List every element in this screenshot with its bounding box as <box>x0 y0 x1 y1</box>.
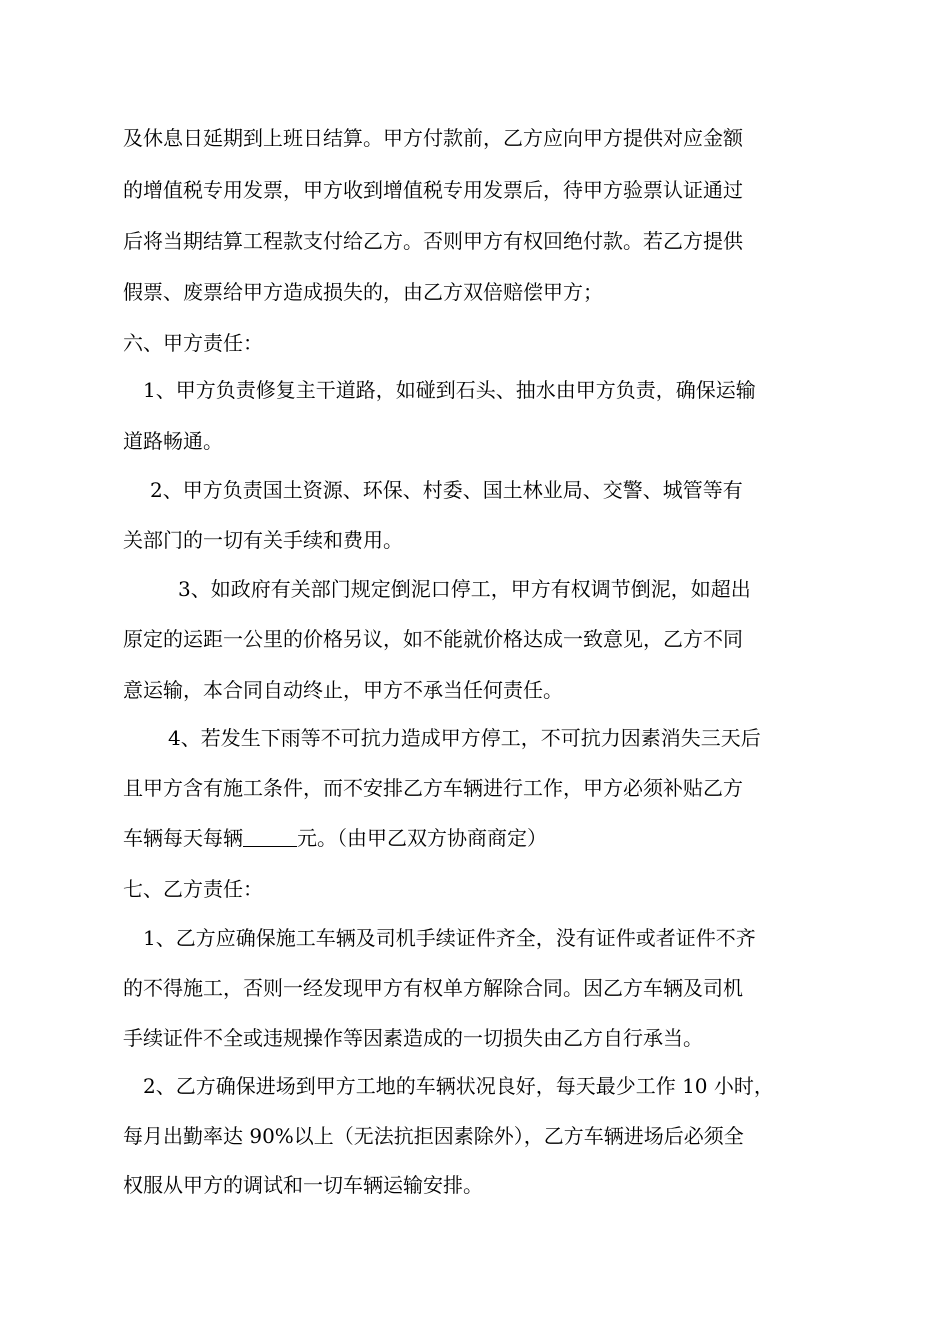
text-line: 假票、废票给甲方造成损失的，由乙方双倍赔偿甲方； <box>123 280 603 304</box>
text-line: 且甲方含有施工条件，而不安排乙方车辆进行工作，甲方必须补贴乙方 <box>123 776 743 800</box>
fill-in-blank <box>243 826 297 847</box>
text-line: 的增值税专用发票，甲方收到增值税专用发票后，待甲方验票认证通过 <box>123 178 743 202</box>
text-line <box>123 824 547 852</box>
text-line: 道路畅通。 <box>123 429 223 453</box>
text-line: 4、若发生下雨等不可抗力造成甲方停工，不可抗力因素消失三天后 <box>168 726 761 750</box>
text-line: 及休息日延期到上班日结算。甲方付款前，乙方应向甲方提供对应金额 <box>123 126 743 150</box>
text-line: 后将当期结算工程款支付给乙方。否则甲方有权回绝付款。若乙方提供 <box>123 229 743 253</box>
text-line: 2、乙方确保进场到甲方工地的车辆状况良好，每天最少工作 10 小时， <box>143 1074 774 1098</box>
section-heading: 六、甲方责任： <box>123 331 263 355</box>
text-line: 原定的运距一公里的价格另议，如不能就价格达成一致意见，乙方不同 <box>123 627 743 651</box>
text-line: 意运输，本合同自动终止，甲方不承当任何责任。 <box>123 678 563 702</box>
section-heading: 七、乙方责任： <box>123 877 263 901</box>
text-after-blank: 元。（由甲乙双方协商商定） <box>297 826 547 850</box>
text-before-blank: 车辆每天每辆 <box>123 826 243 850</box>
text-line: 手续证件不全或违规操作等因素造成的一切损失由乙方自行承当。 <box>123 1026 703 1050</box>
text-line: 每月出勤率达 90%以上（无法抗拒因素除外），乙方车辆进场后必须全 <box>123 1124 744 1148</box>
text-line: 1、甲方负责修复主干道路，如碰到石头、抽水由甲方负责，确保运输 <box>143 378 756 402</box>
text-line: 的不得施工，否则一经发现甲方有权单方解除合同。因乙方车辆及司机 <box>123 976 743 1000</box>
text-line: 3、如政府有关部门规定倒泥口停工，甲方有权调节倒泥，如超出 <box>178 577 751 601</box>
text-line: 权服从甲方的调试和一切车辆运输安排。 <box>123 1173 483 1197</box>
text-line: 1、乙方应确保施工车辆及司机手续证件齐全，没有证件或者证件不齐 <box>143 926 756 950</box>
text-line: 2、甲方负责国土资源、环保、村委、国土林业局、交警、城管等有 <box>150 478 743 502</box>
text-line: 关部门的一切有关手续和费用。 <box>123 528 403 552</box>
